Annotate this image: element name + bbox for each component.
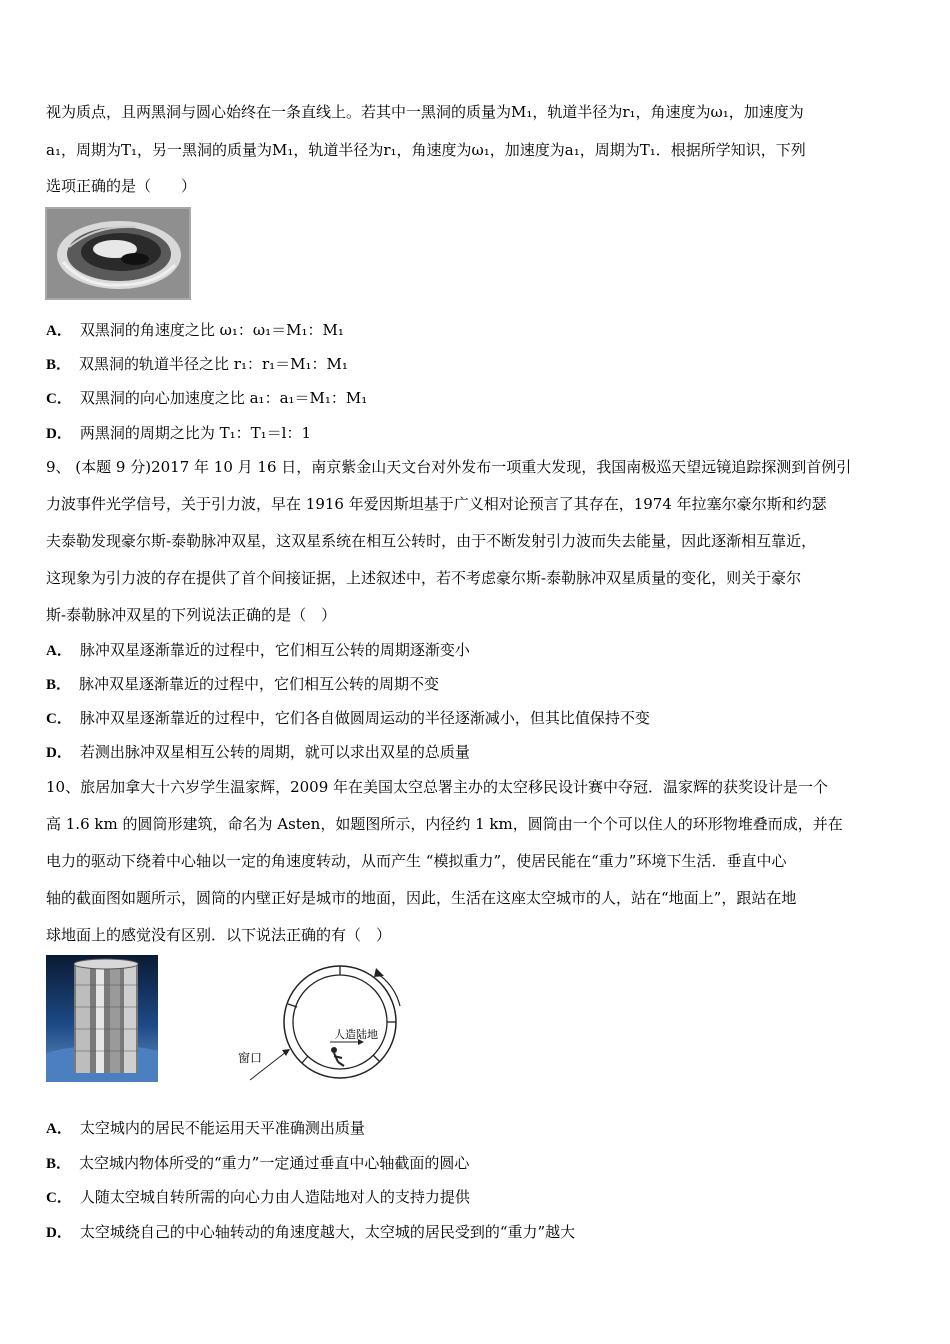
q8-option-b[interactable]: B． 双黑洞的轨道半径之比 r₁：r₁＝M₁：M₁ xyxy=(46,355,348,373)
q10-stem-line-1: 10、旅居加拿大十六岁学生温家辉，2009 年在美国太空总署主办的太空移民设计赛中夺冠．温家辉的获奖设计是一个 xyxy=(46,778,829,796)
window-label: 窗口 xyxy=(238,1051,263,1065)
q9-option-d[interactable]: D． 若测出脉冲双星相互公转的周期，就可以求出双星的总质量 xyxy=(46,743,470,761)
q10-option-a[interactable]: A． 太空城内的居民不能运用天平准确测出质量 xyxy=(46,1119,365,1137)
q10-option-d[interactable]: D． 太空城绕自己的中心轴转动的角速度越大，太空城的居民受到的“重力”越大 xyxy=(46,1223,576,1241)
ground-label: 人造陆地 xyxy=(334,1029,378,1041)
q9-option-b[interactable]: B． 脉冲双星逐渐靠近的过程中，它们相互公转的周期不变 xyxy=(46,675,440,693)
q10-stem-line-2: 高 1.6 km 的圆筒形建筑，命名为 Asten，如题图所示，内径约 1 km，圆筒由一个个可以住人的环形物堆叠而成，并在 xyxy=(46,815,843,833)
q9-option-a[interactable]: A． 脉冲双星逐渐靠近的过程中，它们相互公转的周期逐渐变小 xyxy=(46,641,470,659)
person-icon xyxy=(331,1047,344,1066)
space-city-cross-section-diagram xyxy=(230,962,410,1082)
q9-stem-line-5: 斯-泰勒脉冲双星的下列说法正确的是（ ） xyxy=(46,606,337,624)
q8-option-d[interactable]: D． 两黑洞的周期之比为 T₁：T₁＝l：1 xyxy=(46,424,311,442)
q9-stem-line-1: 9、 (本题 9 分)2017 年 10 月 16 日，南京紫金山天文台对外发布一项重大发现，我国南极巡天望远镜追踪探测到首例引 xyxy=(46,458,852,476)
q10-option-c[interactable]: C． 人随太空城自转所需的向心力由人造陆地对人的支持力提供 xyxy=(46,1188,470,1206)
q9-stem-line-4: 这现象为引力波的存在提供了首个间接证据，上述叙述中，若不考虑豪尔斯-泰勒脉冲双星质量的变化，则关于豪尔 xyxy=(46,569,802,587)
space-city-photo xyxy=(46,955,158,1082)
black-hole-photo xyxy=(45,207,191,300)
q8-stem-line-1: 视为质点，且两黑洞与圆心始终在一条直线上。若其中一黑洞的质量为M₁，轨道半径为r₁，角速度为ω₁，加速度为 xyxy=(46,103,804,121)
q8-stem-line-2: a₁，周期为T₁，另一黑洞的质量为M₁，轨道半径为r₁，角速度为ω₁，加速度为a₁，周期为T₁．根据所学知识，下列 xyxy=(46,141,806,159)
q10-stem-line-3: 电力的驱动下绕着中心轴以一定的角速度转动，从而产生 “模拟重力”，使居民能在“重力”环境下生活．垂直中心 xyxy=(46,852,787,870)
q10-stem-line-5: 球地面上的感觉没有区别．以下说法正确的有（ ） xyxy=(46,926,392,944)
q8-option-c[interactable]: C． 双黑洞的向心加速度之比 a₁：a₁＝M₁：M₁ xyxy=(46,389,368,407)
q9-stem-line-2: 力波事件光学信号，关于引力波，早在 1916 年爱因斯坦基于广义相对论预言了其存在，1974 年拉塞尔豪尔斯和约瑟 xyxy=(46,495,827,513)
q10-option-b[interactable]: B． 太空城内物体所受的“重力”一定通过垂直中心轴截面的圆心 xyxy=(46,1154,470,1172)
q8-stem-line-3: 选项正确的是（ ） xyxy=(46,177,197,195)
q8-option-a[interactable]: A． 双黑洞的角速度之比 ω₁：ω₁＝M₁：M₁ xyxy=(46,321,344,339)
q10-stem-line-4: 轴的截面图如题所示，圆筒的内壁正好是城市的地面，因此，生活在这座太空城市的人，站在“地面上”，跟站在地 xyxy=(46,889,797,907)
q9-option-c[interactable]: C． 脉冲双星逐渐靠近的过程中，它们各自做圆周运动的半径逐渐减小，但其比值保持不变 xyxy=(46,709,650,727)
q9-stem-line-3: 夫泰勒发现豪尔斯-泰勒脉冲双星，这双星系统在相互公转时，由于不断发射引力波而失去能量，因此逐渐相互靠近， xyxy=(46,532,817,550)
